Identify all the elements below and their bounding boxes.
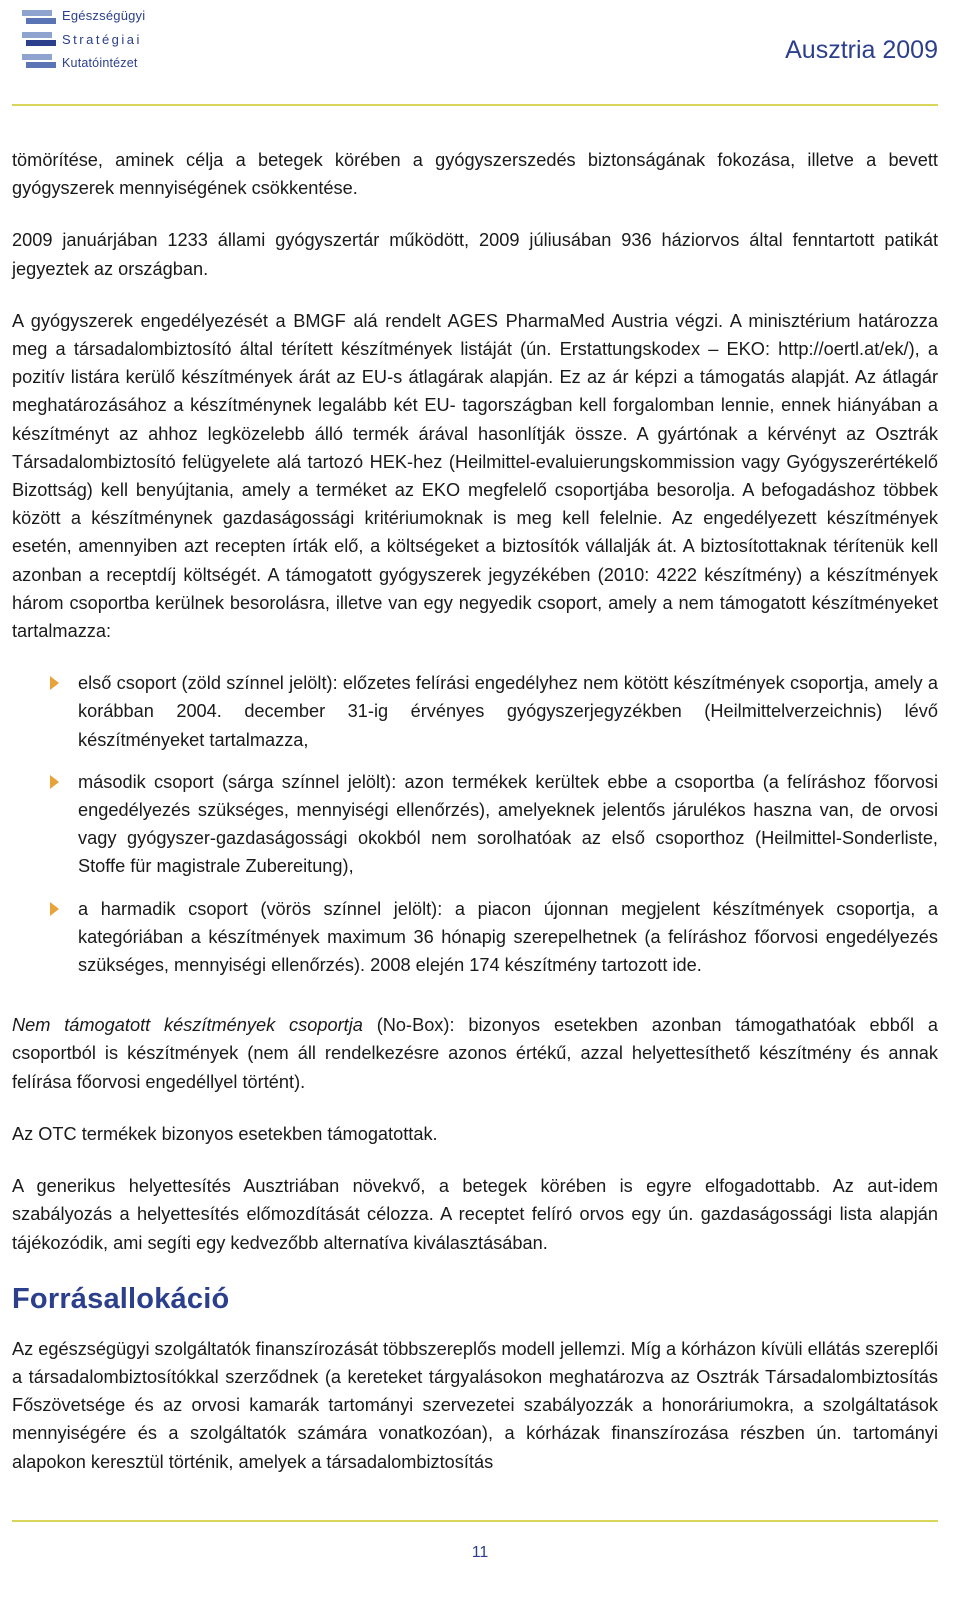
- paragraph-2: 2009 januárjában 1233 állami gyógyszertár működött, 2009 júliusában 936 háziorvos által fenntartott patikát jegyeztek az országban.: [12, 230, 938, 279]
- document-title: Ausztria 2009: [785, 36, 938, 64]
- page-content: [12, 146, 938, 1476]
- paragraph-3: A gyógyszerek engedélyezését a BMGF alá rendelt AGES PharmaMed Austria végzi. A minisztérium határozza meg a társadalombiztosító által térített készítmények listáját (ún. Erstattungskodex – EKO: http://oertl.at/ek/), a pozitív listára kerülő készítmények árát az EU-s átlagárak alapján. Ez az ár képzi a támogatás alapját. Az átlagár meghatározásához a készítménynek legalább két EU- tagországban kell forgalomban lennie, ennek hiányában a készítményt az ahhoz legközelebb álló termék árával hasonlítják össze. A gyártónak a kérvényt az Osztrák Társadalombiztosító felügyelete alá tartozó HEK-hez (Heilmittel-evaluierungskommission vagy Gyógyszerértékelő Bizottság) kell benyújtania, amely a terméket az EKO megfelelő csoportjába besorolja. A befogadáshoz többek között a készítménynek gazdaságossági kritériumoknak is meg kell felelnie. Az engedélyezett készítmények esetén, amennyiben azt recepten írták elő, a költségeket a biztosítók vállalják át. A biztosítottaknak térítenük kell azonban a receptdíj költségét. A támogatott gyógyszerek jegyzékében (2010: 4222 készítmény) a készítmények három csoportba kerülnek besorolásra, illetve van egy negyedik csoport, amely a nem támogatott készítményeket tartalmazza:: [12, 310, 938, 642]
- section-heading: Forrásallokáció: [12, 1282, 230, 1315]
- logo-line-3: Kutatóintézet: [62, 56, 138, 70]
- paragraph-5: Az OTC termékek bizonyos esetekben támogatottak.: [12, 1123, 438, 1144]
- paragraph-4: [12, 1011, 938, 1096]
- page-number: 11: [471, 1544, 489, 1561]
- logo-stripes-icon: [22, 4, 62, 74]
- list-item-text: második csoport (sárga színnel jelölt): azon termékek kerültek ebbe a csoportba (a felíráshoz főorvosi engedélyezés szükséges, mennyiségi ellenőrzés), amelyeknek jelentős járulékos haszna van, de orvosi vagy gyógyszer-gazdaságossági okokból nem sorolhatóak az első csoporthoz (Heilmittel-Sonderliste, Stoffe für magistrale Zubereitung),: [78, 771, 938, 877]
- footer-divider: [12, 1520, 938, 1522]
- list-item: [12, 895, 938, 980]
- bullet-arrow-icon: [50, 676, 59, 690]
- paragraph-6: A generikus helyettesítés Ausztriában növekvő, a betegek körében is egyre elfogadottabb. Az aut-idem szabályozás a helyettesítés előmozdítását célozza. A receptet felíró orvos egy ún. gazdaságossági lista alapján tájékozódik, ami segíti egy kedvezőbb alternatíva kiválasztásában.: [12, 1176, 938, 1253]
- logo-line-1: Egészségügyi: [62, 8, 146, 23]
- list-item: [12, 669, 938, 754]
- page-header: [0, 0, 960, 110]
- institute-logo: [22, 4, 157, 74]
- header-divider: [12, 104, 938, 106]
- bullet-arrow-icon: [50, 775, 59, 789]
- paragraph-4-italic: Nem támogatott készítmények csoportja: [12, 1015, 363, 1036]
- logo-line-2: Stratégiai: [62, 32, 142, 47]
- paragraph-7: Az egészségügyi szolgáltatók finanszírozását többszereplős modell jellemzi. Míg a kórházon kívüli ellátás szereplői a társadalombiztosítókkal szerződnek (a kereteket tárgyalásokon meghatározva az Osztrák Társadalombiztosítás Főszövetsége és az orvosi kamarák tartományi szervezetei szabályozzák a honoráriumokra, a szolgáltatások mennyiségére és a szolgáltatók számára vonatkozóan), a kórházak finanszírozása részben ún. tartományi alapokon keresztül történik, amelyek a társadalombiztosítás: [12, 1338, 938, 1472]
- list-item-text: első csoport (zöld színnel jelölt): előzetes felírási engedélyhez nem kötött készítmények csoportja, amely a korábban 2004. december 31-ig érvényes gyógyszerjegyzékben (Heilmittelverzeichnis) lévő készítményeket tartalmazza,: [78, 673, 938, 750]
- support-groups-list: [12, 669, 938, 979]
- list-item: [12, 768, 938, 881]
- paragraph-1: tömörítése, aminek célja a betegek körében a gyógyszerszedés biztonságának fokozása, illetve a bevett gyógyszerek mennyiségének csökkentése.: [12, 150, 938, 199]
- paragraph-4-text: (No-Box): bizonyos esetekben azonban támogathatóak ebből a csoportból is készítmények (nem áll rendelkezésre azonos értékű, azzal helyettesíthető készítmény és annak felírása főorvosi engedéllyel történt).: [12, 1015, 939, 1092]
- list-item-text: a harmadik csoport (vörös színnel jelölt): a piacon újonnan megjelent készítmények csoportja, a kategóriában a készítmények maximum 36 hónapig szerepelhetnek (a felíráshoz főorvosi engedélyezés szükséges, mennyiségi ellenőrzés). 2008 elején 174 készítmény tartozott ide.: [78, 898, 938, 976]
- bullet-arrow-icon: [50, 902, 59, 916]
